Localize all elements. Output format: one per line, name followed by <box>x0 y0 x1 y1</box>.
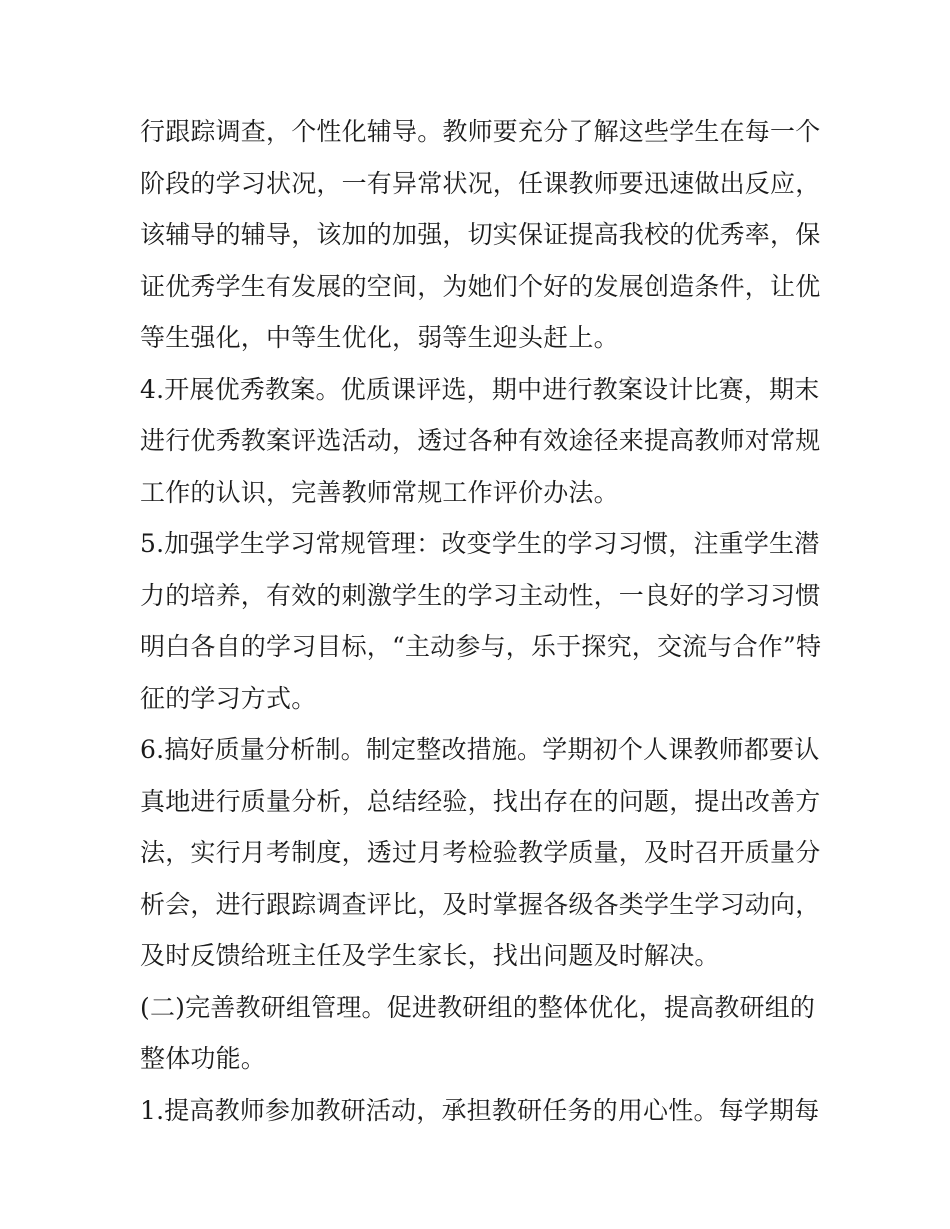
text-line: 整体功能。 <box>140 1044 267 1073</box>
text-line: 力的培养，有效的刺激学生的学习主动性，一良好的学习习惯 <box>140 580 821 610</box>
text-line: 析会，进行跟踪调查评比，及时掌握各级各类学生学习动向， <box>140 889 821 919</box>
text-line: 证优秀学生有发展的空间，为她们个好的发展创造条件，让优 <box>140 271 821 301</box>
text-line: 行跟踪调查，个性化辅导。教师要充分了解这些学生在每一个 <box>140 117 821 146</box>
document-body <box>140 106 820 1136</box>
text-line: 征的学习方式。 <box>140 683 317 713</box>
text-line: 该辅导的辅导，该加的加强，切实保证提高我校的优秀率，保 <box>140 220 821 249</box>
text-line: 1.提高教师参加教研活动，承担教研任务的用心性。每学期每 <box>140 1095 820 1125</box>
text-line: 4.开展优秀教案。优质课评选，期中进行教案设计比赛，期末 <box>140 374 820 404</box>
text-line: 阶段的学习状况，一有异常状况，任课教师要迅速做出反应， <box>140 168 821 198</box>
text-line: 明白各自的学习目标，“主动参与，乐于探究，交流与合作”特 <box>140 632 822 661</box>
text-line: 6.搞好质量分析制。制定整改措施。学期初个人课教师都要认 <box>140 735 820 764</box>
text-line: 及时反馈给班主任及学生家长，找出问题及时解决。 <box>140 941 720 970</box>
text-line: 真地进行质量分析，总结经验，找出存在的问题，提出改善方 <box>140 786 821 816</box>
text-line: 5.加强学生学习常规管理：改变学生的学习习惯，注重学生潜 <box>140 529 820 558</box>
text-line: 法，实行月考制度，透过月考检验教学质量，及时召开质量分 <box>140 838 821 867</box>
text-line: 等生强化，中等生优化，弱等生迎头赶上。 <box>140 323 619 352</box>
text-line: 工作的认识，完善教师常规工作评价办法。 <box>140 477 619 507</box>
text-line: (二)完善教研组管理。促进教研组的整体优化，提高教研组的 <box>140 992 816 1022</box>
text-line: 进行优秀教案评选活动，透过各种有效途径来提高教师对常规 <box>140 426 821 455</box>
